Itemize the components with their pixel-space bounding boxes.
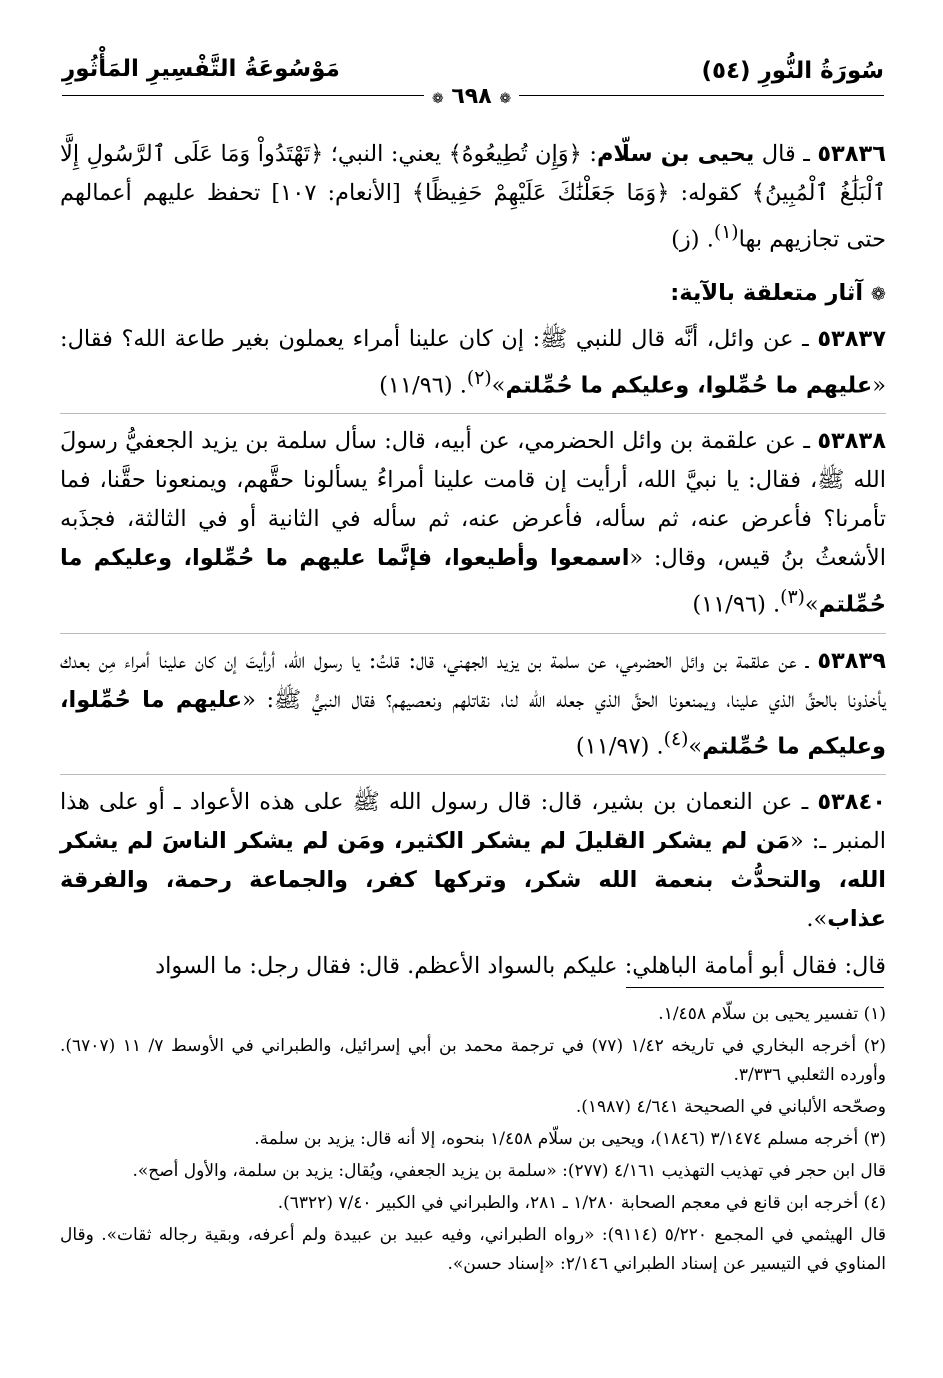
entry-text: ـ عن علقمة بن وائل الحضرمي، عن أبيه، قال: سأل سلمة بن يزيد الجعفيُّ رسولَ الله ﷺ، فقال: يا نبيَّ الله، أرأيت إن قامت علينا أمراءُ يسألونا حقَّهم، ويمنعونا حقَّنا، فما تأمرنا؟ فأعرض عنه، ثم سأله، فأعرض عنه، ثم سأله في الثانية أو في الثالثة، فجذَبه الأشعثُ بنُ قيس، وقال: « <box>60 428 886 571</box>
footnote: (٢) أخرجه البخاري في تاريخه ١/٤٢ (٧٧) في ترجمة محمد بن أبي إسرائيل، والطبراني في الأوسط ٧/ ١١ (٦٧٠٧). وأورده الثعلبي ٣/٣٣٦. <box>60 1036 886 1085</box>
footnotes <box>60 1000 886 1282</box>
page-number: ٦٩٨ <box>451 84 492 109</box>
entry-53837 <box>60 320 886 406</box>
entry-text: ـ عن علقمة بن وائل الحضرمي، عن سلمة بن يزيد الجهني، قال: قلتُ: يا رسول الله، أرأيتَ إن كان علينا أمراء مِن بعدك يأخذونا بالحقِّ الذي علينا، ويمنعونا الحقَّ الذي جعله الله لنا، نقاتلهم ونعصيهم؟ فقال النبيُّ ﷺ: « <box>60 647 886 713</box>
entry-text: ـ عن وائل، أنَّه قال للنبي ﷺ: إن كان علينا أمراء يعملون بغير طاعة الله؟ فقال: « <box>60 325 886 398</box>
hadith-text: عليهم ما حُمِّلوا، وعليكم ما حُمِّلتم <box>60 686 886 759</box>
footnote: وصحّحه الألباني في الصحيحة ٤/٦٤١ (١٩٨٧). <box>575 1097 886 1117</box>
hadith-text: عليهم ما حُمِّلوا، وعليكم ما حُمِّلتم <box>505 372 873 398</box>
footnote: قال ابن حجر في تهذيب التهذيب ٤/١٦١ (٢٧٧): «سلمة بن يزيد الجعفي، ويُقال: يزيد بن سلمة، والأول أصح». <box>132 1161 886 1181</box>
footnote: (١) تفسير يحيى بن سلّام ١/٤٥٨. <box>658 1004 886 1024</box>
surah-title: سُورَةُ النُّورِ (٥٤) <box>701 58 884 84</box>
entry-53836 <box>60 135 886 260</box>
entry-number: ٥٣٨٣٨ <box>817 428 886 454</box>
footnote-ref[interactable]: (٢) <box>466 367 492 389</box>
footnote-ref[interactable]: (٣) <box>780 587 805 608</box>
narrator-name: يحيى بن سلّام <box>596 141 755 167</box>
footnote-ref[interactable]: (١) <box>713 222 739 243</box>
footnote: (٤) أخرجه ابن قانع في معجم الصحابة ١/٢٨٠ ـ ٢٨١، والطبراني في الكبير ٧/٤٠ (٦٣٢٢). <box>277 1193 886 1213</box>
entry-number: ٥٣٨٣٦ <box>817 141 886 167</box>
entry-divider <box>60 633 886 634</box>
footnote-ref[interactable]: (٤) <box>663 728 689 750</box>
entry-text: » <box>804 591 819 618</box>
entry-53839 <box>60 642 886 767</box>
section-heading <box>60 274 886 314</box>
entry-continuation: قال: فقال أبو أمامة الباهلي: عليكم بالسواد الأعظم. قال: فقال رجل: ما السواد <box>155 953 886 979</box>
flower-icon: ❁ <box>870 283 886 305</box>
entry-text: ». <box>806 906 828 932</box>
entry-divider <box>60 413 886 414</box>
entry-53838 <box>60 422 886 625</box>
book-title: مَوْسُوعَةُ التَّفْسِيرِ المَأْثُورِ <box>62 56 340 82</box>
entry-text: . (ز) <box>671 226 714 253</box>
ornament-icon: ❁ <box>499 91 512 107</box>
entry-number: ٥٣٨٣٧ <box>817 325 886 352</box>
footnote-rule <box>626 987 884 988</box>
entry-text: » <box>688 733 703 759</box>
section-title: آثار متعلقة بالآية: <box>670 279 864 306</box>
entry-text: ـ عن النعمان بن بشير، قال: قال رسول الله ﷺ على هذه الأعواد ـ أو على هذا المنبر ـ: « <box>60 789 886 854</box>
entry-number: ٥٣٨٣٩ <box>817 647 886 674</box>
page-number-wrap <box>0 84 943 109</box>
main-text <box>60 135 886 994</box>
entry-text: ـ قال <box>754 141 818 167</box>
footnote: قال الهيثمي في المجمع ٥/٢٢٠ (٩١١٤): «رواه الطبراني، وفيه عبيد بن عبيدة ولم أعرفه، وبقية رجاله ثقات». وقال المناوي في التيسير عن إسناد الطبراني ٢/١٤٦: «إسناد حسن». <box>60 1225 886 1274</box>
entry-divider <box>60 774 886 775</box>
ornament-icon: ❁ <box>431 91 444 107</box>
entry-text: : ﴿وَإِن تُطِيعُوهُ﴾ يعني: النبي؛ ﴿تَهْتَدُواْ وَمَا عَلَى ٱلرَّسُولِ إِلَّا ٱلْبَلَٰغُ ٱلْمُبِينُ﴾ كقوله: ﴿وَمَا جَعَلْنَٰكَ عَلَيْهِمْ حَفِيظًا﴾ [الأنعام: ١٠٧] تحفظ عليهم أعمالهم حتى تجازيهم بها <box>60 141 886 253</box>
entry-53840 <box>60 783 886 939</box>
entry-text: . (١١/٩٦) <box>379 372 467 398</box>
footnote: (٣) أخرجه مسلم ٣/١٤٧٤ (١٨٤٦)، ويحيى بن سلّام ١/٤٥٨ بنحوه، إلا أنه قال: يزيد بن سلمة. <box>254 1129 886 1149</box>
entry-text: » <box>491 372 506 398</box>
hadith-text: اسمعوا وأطيعوا، فإنَّما عليهم ما حُمِّلوا، وعليكم ما حُمِّلتم <box>60 545 886 618</box>
hadith-text: مَن لم يشكر القليلَ لم يشكر الكثير، ومَن لم يشكر الناسَ لم يشكر الله، والتحدُّث بنعمة الله شكر، وتركها كفر، والجماعة رحمة، والفرقة عذاب <box>60 828 886 932</box>
entry-number: ٥٣٨٤٠ <box>817 789 886 815</box>
entry-text: . (١١/٩٧) <box>575 733 664 759</box>
entry-text: . (١١/٩٦) <box>692 591 781 618</box>
